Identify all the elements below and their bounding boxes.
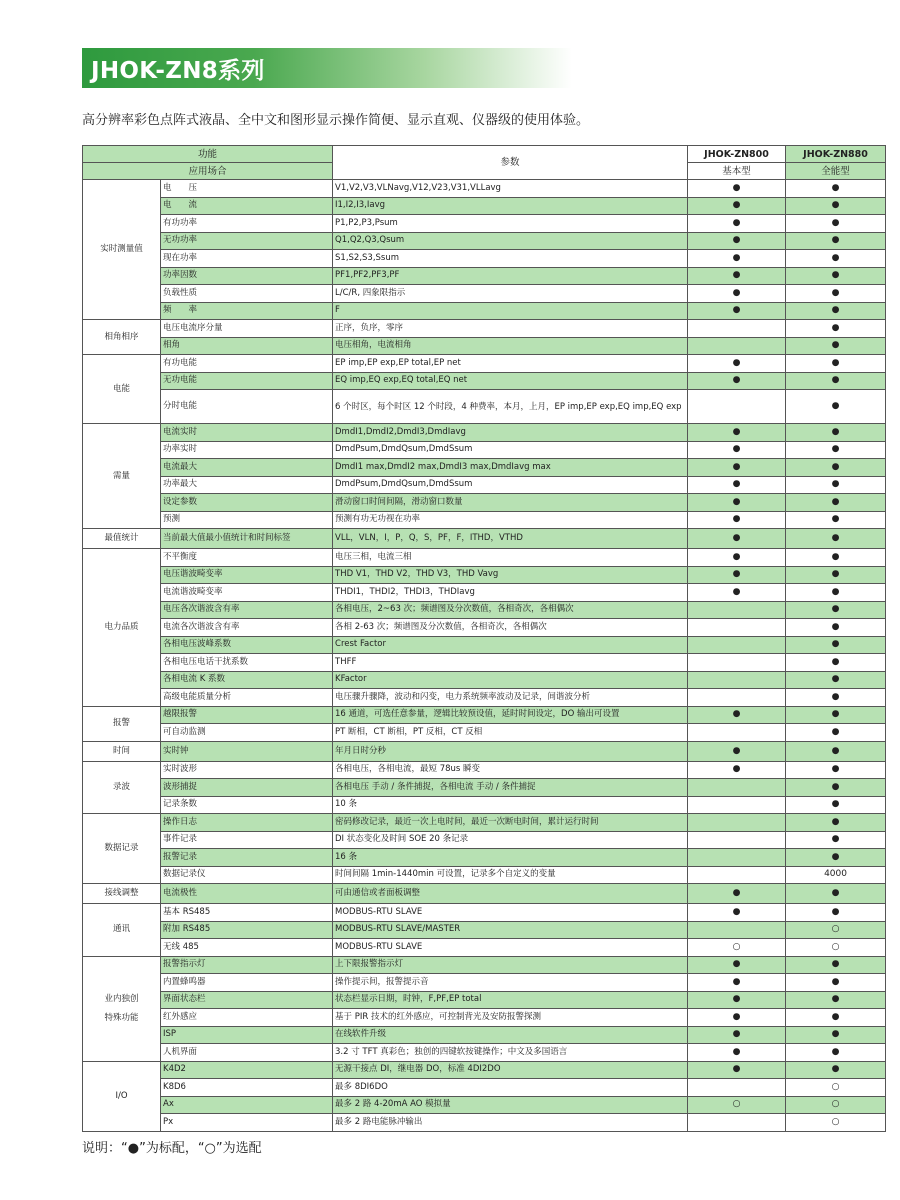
table-row (83, 849, 886, 867)
zn880-mark: ● (786, 232, 886, 250)
table-row (83, 180, 886, 198)
table-row (83, 549, 886, 567)
spec-table-body (83, 146, 886, 1132)
zn800-mark: ● (688, 1026, 786, 1044)
table-row (83, 424, 886, 442)
function-cell: 电 流 (161, 197, 333, 215)
zn880-mark: ● (786, 424, 886, 442)
table-row (83, 636, 886, 654)
table-row (83, 566, 886, 584)
zn800-mark: ● (688, 549, 786, 567)
table-row (83, 671, 886, 689)
param-cell: 10 条 (333, 796, 688, 814)
zn800-mark: ● (688, 215, 786, 233)
zn880-mark: ○ (786, 1114, 886, 1132)
zn880-mark: ● (786, 549, 886, 567)
table-row (83, 529, 886, 549)
header-app: 应用场合 (83, 163, 333, 180)
function-cell: 有功功率 (161, 215, 333, 233)
param-cell: 可由通信或者面板调整 (333, 884, 688, 904)
param-cell: 基于 PIR 技术的红外感应，可控制背光及安防报警探测 (333, 1009, 688, 1027)
param-cell: 时间间隔 1min-1440min 可设置，记录多个自定义的变量 (333, 866, 688, 884)
zn800-mark: ● (688, 741, 786, 761)
function-cell: 无功电能 (161, 372, 333, 390)
zn880-mark: ● (786, 390, 886, 424)
table-row (83, 724, 886, 742)
zn880-mark: ● (786, 285, 886, 303)
zn800-mark: ● (688, 180, 786, 198)
param-cell: DmdPsum,DmdQsum,DmdSsum (333, 476, 688, 494)
table-row (83, 215, 886, 233)
zn800-mark (688, 814, 786, 832)
zn880-mark: ● (786, 814, 886, 832)
function-cell: 现在功率 (161, 250, 333, 268)
page-title: JHOK-ZN8系列 (91, 58, 265, 84)
function-cell: 红外感应 (161, 1009, 333, 1027)
category-cell: 最值统计 (83, 529, 161, 549)
param-cell: 操作提示间，报警提示音 (333, 974, 688, 992)
param-cell: PF1,PF2,PF3,PF (333, 267, 688, 285)
table-row (83, 584, 886, 602)
param-cell: L/C/R, 四象限指示 (333, 285, 688, 303)
zn800-mark: ● (688, 706, 786, 724)
zn880-mark: ● (786, 529, 886, 549)
param-cell: MODBUS-RTU SLAVE (333, 939, 688, 957)
param-cell: DmdPsum,DmdQsum,DmdSsum (333, 441, 688, 459)
function-cell: 功率实时 (161, 441, 333, 459)
function-cell: 负载性质 (161, 285, 333, 303)
table-row (83, 476, 886, 494)
zn800-mark (688, 831, 786, 849)
table-row (83, 1096, 886, 1114)
zn880-mark: ○ (786, 1096, 886, 1114)
function-cell: 频 率 (161, 302, 333, 320)
zn880-mark: ● (786, 355, 886, 373)
zn880-mark: ● (786, 302, 886, 320)
function-cell: 电流最大 (161, 459, 333, 477)
zn880-mark: ● (786, 476, 886, 494)
table-row (83, 441, 886, 459)
category-cell: 时间 (83, 741, 161, 761)
function-cell: 各相电压波峰系数 (161, 636, 333, 654)
param-cell: I1,I2,I3,Iavg (333, 197, 688, 215)
function-cell: K8D6 (161, 1079, 333, 1097)
table-row (83, 974, 886, 992)
zn880-mark: ● (786, 337, 886, 355)
param-cell: 最多 2 路 4-20mA AO 模拟量 (333, 1096, 688, 1114)
zn880-mark: ● (786, 601, 886, 619)
function-cell: 不平衡度 (161, 549, 333, 567)
function-cell: 实时钟 (161, 741, 333, 761)
param-cell: 3.2 寸 TFT 真彩色；独创的四键软按键操作；中文及多国语言 (333, 1044, 688, 1062)
zn800-mark: ● (688, 584, 786, 602)
zn880-mark: ○ (786, 939, 886, 957)
function-cell: 无功功率 (161, 232, 333, 250)
zn800-mark: ● (688, 529, 786, 549)
zn800-mark (688, 724, 786, 742)
function-cell: 各相电流 K 系数 (161, 671, 333, 689)
function-cell: 界面状态栏 (161, 991, 333, 1009)
zn800-mark: ● (688, 267, 786, 285)
zn880-mark: ● (786, 494, 886, 512)
table-row (83, 601, 886, 619)
function-cell: 波形捕捉 (161, 779, 333, 797)
zn880-mark: ● (786, 904, 886, 922)
param-cell: 无源干接点 DI，继电器 DO，标准 4DI2DO (333, 1061, 688, 1079)
function-cell: 功率最大 (161, 476, 333, 494)
function-cell: 高级电能质量分析 (161, 689, 333, 707)
function-cell: 报警指示灯 (161, 956, 333, 974)
table-row (83, 320, 886, 338)
table-row (83, 796, 886, 814)
zn880-mark: ● (786, 1009, 886, 1027)
zn800-mark (688, 921, 786, 939)
param-cell: VLL，VLN，I，P，Q，S，PF，F，ITHD，VTHD (333, 529, 688, 549)
param-cell: 滑动窗口时间间隔，滑动窗口数量 (333, 494, 688, 512)
param-cell: THDI1，THDI2，THDI3，THDIavg (333, 584, 688, 602)
table-row (83, 494, 886, 512)
zn880-mark: ● (786, 831, 886, 849)
zn800-mark: ● (688, 372, 786, 390)
function-cell: K4D2 (161, 1061, 333, 1079)
param-cell: 正序，负序，零序 (333, 320, 688, 338)
function-cell: 内置蜂鸣器 (161, 974, 333, 992)
table-row (83, 355, 886, 373)
function-cell: 当前最大值最小值统计和时间标签 (161, 529, 333, 549)
function-cell: 报警记录 (161, 849, 333, 867)
function-cell: 电流谐波畸变率 (161, 584, 333, 602)
zn880-mark: ● (786, 180, 886, 198)
table-row (83, 921, 886, 939)
table-row (83, 814, 886, 832)
param-cell: DI 状态变化及时间 SOE 20 条记录 (333, 831, 688, 849)
zn880-mark: ● (786, 779, 886, 797)
param-cell: 16 条 (333, 849, 688, 867)
category-cell: 业内独创 特殊功能 (83, 956, 161, 1061)
zn880-mark: ● (786, 636, 886, 654)
param-cell: V1,V2,V3,VLNavg,V12,V23,V31,VLLavg (333, 180, 688, 198)
table-row (83, 866, 886, 884)
param-cell: 年月日时分秒 (333, 741, 688, 761)
zn880-mark: ● (786, 974, 886, 992)
param-cell: DmdI1,DmdI2,DmdI3,DmdIavg (333, 424, 688, 442)
table-row (83, 459, 886, 477)
param-cell: MODBUS-RTU SLAVE/MASTER (333, 921, 688, 939)
zn880-mark: ● (786, 459, 886, 477)
zn800-mark: ● (688, 956, 786, 974)
zn800-mark: ○ (688, 1096, 786, 1114)
function-cell: 电流极性 (161, 884, 333, 904)
zn800-mark: ● (688, 494, 786, 512)
zn800-mark (688, 337, 786, 355)
category-cell: 相角相序 (83, 320, 161, 355)
legend-note: 说明：“●”为标配，“○”为选配 (82, 1141, 262, 1156)
function-cell: 附加 RS485 (161, 921, 333, 939)
zn880-mark: ● (786, 1061, 886, 1079)
zn880-mark: ● (786, 441, 886, 459)
param-cell: Q1,Q2,Q3,Qsum (333, 232, 688, 250)
zn880-mark: ● (786, 724, 886, 742)
category-cell: 报警 (83, 706, 161, 741)
function-cell: 可自动监测 (161, 724, 333, 742)
param-cell: 在线软件升级 (333, 1026, 688, 1044)
param-cell: 各相 2-63 次；频谱图及分次数值，各相奇次，各相偶次 (333, 619, 688, 637)
function-cell: 电流各次谐波含有率 (161, 619, 333, 637)
zn880-mark: ● (786, 1026, 886, 1044)
zn800-mark: ● (688, 441, 786, 459)
zn880-mark: ● (786, 1044, 886, 1062)
zn800-mark: ● (688, 285, 786, 303)
function-cell: ISP (161, 1026, 333, 1044)
param-cell: 电压三相，电流三相 (333, 549, 688, 567)
param-cell: THFF (333, 654, 688, 672)
param-cell: 预测有功无功视在功率 (333, 511, 688, 529)
param-cell: 16 通道，可选任意参量，逻辑比较预设值，延时时间设定，DO 输出可设置 (333, 706, 688, 724)
table-row (83, 285, 886, 303)
function-cell: 相角 (161, 337, 333, 355)
zn880-mark: ● (786, 372, 886, 390)
zn800-mark: ● (688, 424, 786, 442)
header-type2: 全能型 (786, 163, 886, 180)
zn800-mark: ● (688, 302, 786, 320)
zn880-mark: ● (786, 619, 886, 637)
table-row (83, 1044, 886, 1062)
category-cell: 需量 (83, 424, 161, 529)
zn800-mark (688, 779, 786, 797)
zn880-mark: ● (786, 654, 886, 672)
zn880-mark: ● (786, 511, 886, 529)
category-cell: 录波 (83, 761, 161, 814)
table-row (83, 831, 886, 849)
function-cell: 人机界面 (161, 1044, 333, 1062)
param-cell: 各相电压 手动 / 条件捕捉，各相电流 手动 / 条件捕捉 (333, 779, 688, 797)
zn800-mark: ● (688, 250, 786, 268)
category-cell: 通讯 (83, 904, 161, 957)
zn880-mark: ● (786, 584, 886, 602)
param-cell: 上下限报警指示灯 (333, 956, 688, 974)
table-row (83, 250, 886, 268)
param-cell: 状态栏显示日期，时钟，F,PF,EP total (333, 991, 688, 1009)
zn880-mark: ● (786, 320, 886, 338)
zn880-mark: ● (786, 267, 886, 285)
category-cell: 数据记录 (83, 814, 161, 884)
param-cell: P1,P2,P3,Psum (333, 215, 688, 233)
zn800-mark: ● (688, 991, 786, 1009)
function-cell: 记录条数 (161, 796, 333, 814)
function-cell: 电流实时 (161, 424, 333, 442)
zn800-mark: ● (688, 904, 786, 922)
table-row (83, 1009, 886, 1027)
zn880-mark: ● (786, 956, 886, 974)
zn880-mark: ● (786, 689, 886, 707)
zn800-mark: ● (688, 197, 786, 215)
category-cell: 实时测量值 (83, 180, 161, 320)
function-cell: Px (161, 1114, 333, 1132)
category-cell: 电力品质 (83, 549, 161, 707)
function-cell: 电 压 (161, 180, 333, 198)
param-cell: 最多 2 路电能脉冲输出 (333, 1114, 688, 1132)
zn800-mark: ● (688, 1009, 786, 1027)
function-cell: Ax (161, 1096, 333, 1114)
zn880-mark: ● (786, 671, 886, 689)
category-cell: I/O (83, 1061, 161, 1131)
table-row (83, 991, 886, 1009)
function-cell: 无线 485 (161, 939, 333, 957)
table-row (83, 197, 886, 215)
zn800-mark (688, 636, 786, 654)
zn880-mark: ● (786, 215, 886, 233)
zn800-mark: ● (688, 459, 786, 477)
zn880-mark: ● (786, 884, 886, 904)
table-row (83, 337, 886, 355)
page-subtitle: 高分辨率彩色点阵式液晶、全中文和图形显示操作简便、显示直观、仪器级的使用体验。 (82, 113, 590, 128)
function-cell: 功率因数 (161, 267, 333, 285)
table-row (83, 390, 886, 424)
function-cell: 设定参数 (161, 494, 333, 512)
function-cell: 操作日志 (161, 814, 333, 832)
function-cell: 实时波形 (161, 761, 333, 779)
function-cell: 各相电压电话干扰系数 (161, 654, 333, 672)
param-cell: S1,S2,S3,Ssum (333, 250, 688, 268)
table-row (83, 1026, 886, 1044)
function-cell: 事件记录 (161, 831, 333, 849)
zn800-mark (688, 671, 786, 689)
table-row (83, 689, 886, 707)
param-cell: MODBUS-RTU SLAVE (333, 904, 688, 922)
zn800-mark: ● (688, 566, 786, 584)
zn800-mark (688, 654, 786, 672)
zn880-mark: ● (786, 991, 886, 1009)
zn800-mark (688, 1079, 786, 1097)
zn800-mark (688, 320, 786, 338)
function-cell: 基本 RS485 (161, 904, 333, 922)
table-row (83, 884, 886, 904)
param-cell: PT 断相，CT 断相，PT 反相，CT 反相 (333, 724, 688, 742)
table-row (83, 232, 886, 250)
zn800-mark (688, 689, 786, 707)
zn880-mark: ○ (786, 1079, 886, 1097)
zn800-mark: ● (688, 761, 786, 779)
table-row (83, 372, 886, 390)
zn800-mark: ● (688, 884, 786, 904)
param-cell: F (333, 302, 688, 320)
function-cell: 分时电能 (161, 390, 333, 424)
function-cell: 有功电能 (161, 355, 333, 373)
function-cell: 越限报警 (161, 706, 333, 724)
zn880-mark: ● (786, 741, 886, 761)
zn800-mark (688, 866, 786, 884)
category-cell: 接线调整 (83, 884, 161, 904)
zn800-mark: ● (688, 1044, 786, 1062)
header-model1: JHOK-ZN800 (688, 146, 786, 163)
table-row (83, 904, 886, 922)
spec-table (82, 145, 886, 1132)
function-cell: 电压各次谐波含有率 (161, 601, 333, 619)
table-row (83, 741, 886, 761)
header-param: 参数 (333, 146, 688, 180)
table-row (83, 706, 886, 724)
function-cell: 预测 (161, 511, 333, 529)
zn800-mark: ● (688, 1061, 786, 1079)
zn800-mark: ● (688, 355, 786, 373)
zn800-mark (688, 601, 786, 619)
param-cell: EQ imp,EQ exp,EQ total,EQ net (333, 372, 688, 390)
zn880-mark: ● (786, 566, 886, 584)
table-row (83, 302, 886, 320)
zn800-mark: ● (688, 511, 786, 529)
param-cell: 电压相角，电流相角 (333, 337, 688, 355)
zn880-mark: ● (786, 197, 886, 215)
zn880-mark: ● (786, 706, 886, 724)
param-cell: 最多 8DI6DO (333, 1079, 688, 1097)
table-header-row (83, 146, 886, 163)
param-cell: 密码修改记录，最近一次上电时间，最近一次断电时间，累计运行时间 (333, 814, 688, 832)
zn880-mark: ● (786, 849, 886, 867)
table-row (83, 939, 886, 957)
table-row (83, 267, 886, 285)
zn880-mark: ○ (786, 921, 886, 939)
function-cell: 数据记录仪 (161, 866, 333, 884)
zn880-mark: 4000 (786, 866, 886, 884)
zn800-mark: ○ (688, 939, 786, 957)
zn800-mark (688, 796, 786, 814)
table-row (83, 1061, 886, 1079)
param-cell: THD V1，THD V2，THD V3，THD Vavg (333, 566, 688, 584)
table-row (83, 1114, 886, 1132)
param-cell: Crest Factor (333, 636, 688, 654)
zn880-mark: ● (786, 796, 886, 814)
table-row (83, 956, 886, 974)
zn800-mark (688, 849, 786, 867)
table-row (83, 761, 886, 779)
header-type1: 基本型 (688, 163, 786, 180)
param-cell: DmdI1 max,DmdI2 max,DmdI3 max,DmdIavg max (333, 459, 688, 477)
table-row (83, 1079, 886, 1097)
param-cell: 各相电压，各相电流，最短 78us 瞬变 (333, 761, 688, 779)
header-model2: JHOK-ZN880 (786, 146, 886, 163)
param-cell: EP imp,EP exp,EP total,EP net (333, 355, 688, 373)
param-cell: 各相电压，2~63 次；频谱图及分次数值，各相奇次，各相偶次 (333, 601, 688, 619)
table-row (83, 779, 886, 797)
table-row (83, 511, 886, 529)
zn800-mark: ● (688, 974, 786, 992)
table-row (83, 654, 886, 672)
zn800-mark (688, 1114, 786, 1132)
param-cell: KFactor (333, 671, 688, 689)
zn880-mark: ● (786, 761, 886, 779)
zn800-mark (688, 619, 786, 637)
function-cell: 电压电流序分量 (161, 320, 333, 338)
function-cell: 电压谐波畸变率 (161, 566, 333, 584)
zn880-mark: ● (786, 250, 886, 268)
header-func: 功能 (83, 146, 333, 163)
zn800-mark: ● (688, 232, 786, 250)
param-cell: 6 个时区，每个时区 12 个时段，4 种费率，本月，上月，EP imp,EP exp,EQ imp,EQ exp (333, 390, 688, 424)
zn800-mark: ● (688, 476, 786, 494)
table-row (83, 619, 886, 637)
zn800-mark (688, 390, 786, 424)
param-cell: 电压骤升骤降，波动和闪变，电力系统频率波动及记录，间谐波分析 (333, 689, 688, 707)
category-cell: 电能 (83, 355, 161, 424)
